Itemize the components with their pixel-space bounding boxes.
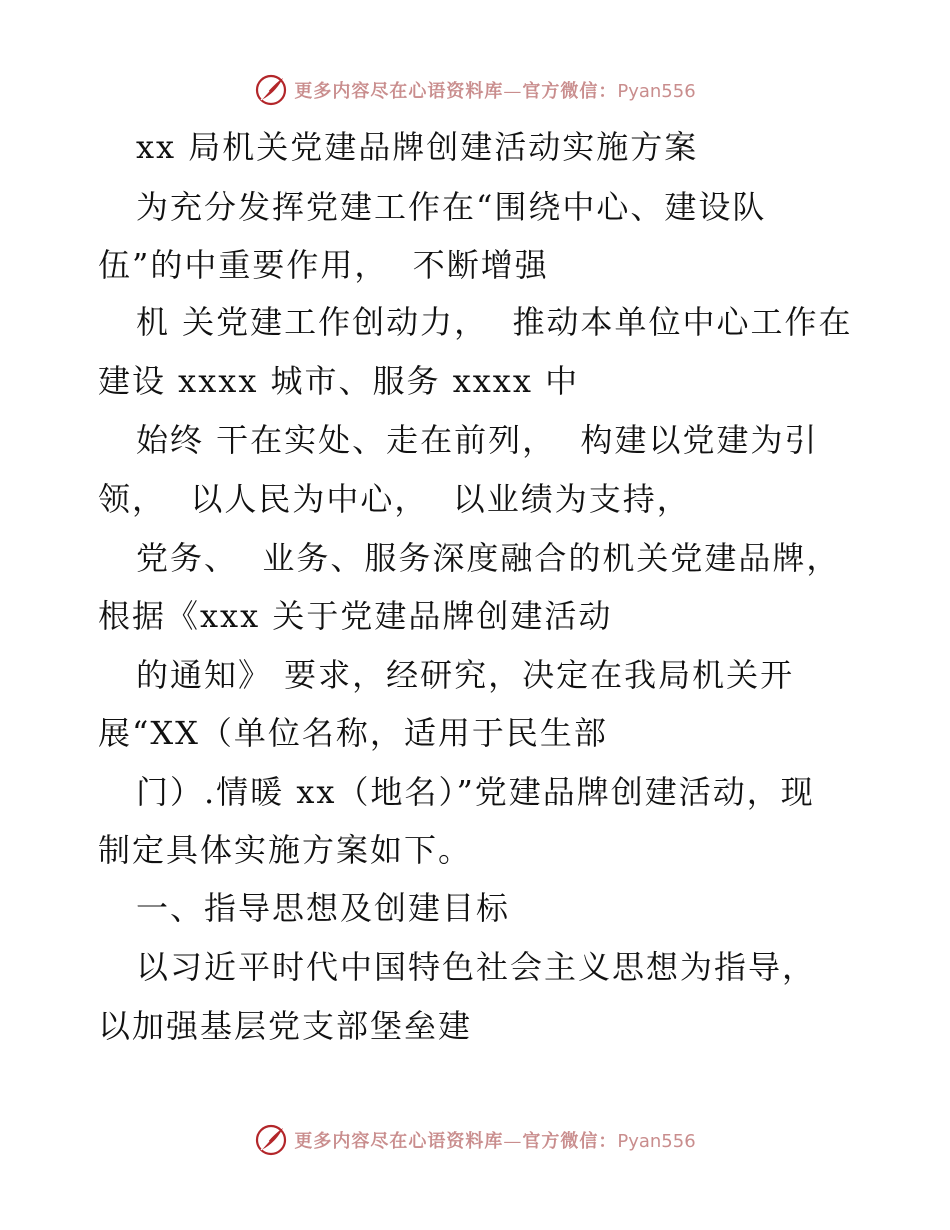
quill-logo-icon bbox=[254, 73, 288, 107]
document-line: 建设 xxxx 城市、服务 xxxx 中 bbox=[98, 362, 580, 400]
document-line: 根据《xxx 关于党建品牌创建活动 bbox=[98, 597, 613, 635]
document-line: 机 关党建工作创动力， 推动本单位中心工作在 bbox=[136, 303, 853, 341]
document-line: 制定具体实施方案如下。 bbox=[98, 831, 473, 869]
watermark-text bbox=[294, 77, 695, 103]
document-line: 以加强基层党支部堡垒建 bbox=[98, 1007, 473, 1045]
footer-watermark bbox=[0, 1118, 950, 1162]
document-line: 以习近平时代中国特色社会主义思想为指导， bbox=[136, 948, 817, 986]
watermark-official-label: 官方微信： bbox=[522, 81, 618, 102]
document-line: 伍”的中重要作用， 不断增强 bbox=[98, 246, 549, 284]
watermark-official-label: 官方微信： bbox=[522, 1131, 618, 1152]
section-heading: 一、指导思想及创建目标 bbox=[136, 889, 511, 927]
watermark-dash: — bbox=[503, 81, 523, 102]
watermark-main-text: 更多内容尽在心语资料库 bbox=[294, 1131, 504, 1152]
document-line: 门）.情暖 xx（地名）”党建品牌创建活动，现 bbox=[136, 773, 815, 811]
watermark-wechat-id: Pyan556 bbox=[617, 81, 696, 102]
watermark-dash: — bbox=[503, 1131, 523, 1152]
watermark-wechat-id: Pyan556 bbox=[617, 1131, 696, 1152]
watermark-main-text: 更多内容尽在心语资料库 bbox=[294, 81, 504, 102]
document-line: 展“XX（单位名称，适用于民生部 bbox=[98, 714, 608, 752]
document-line: 始终 干在实处、走在前列， 构建以党建为引 bbox=[136, 421, 819, 459]
watermark-text bbox=[294, 1127, 695, 1153]
document-line: 的通知》 要求，经研究，决定在我局机关开 bbox=[136, 656, 795, 694]
header-watermark bbox=[0, 68, 950, 112]
quill-logo-icon bbox=[254, 1123, 288, 1157]
document-line: 为充分发挥党建工作在“围绕中心、建设队 bbox=[136, 188, 767, 226]
document-line: 党务、 业务、服务深度融合的机关党建品牌， bbox=[136, 539, 841, 577]
document-title: xx 局机关党建品牌创建活动实施方案 bbox=[136, 128, 699, 166]
document-line: 领， 以人民为中心， 以业绩为支持， bbox=[98, 480, 691, 518]
